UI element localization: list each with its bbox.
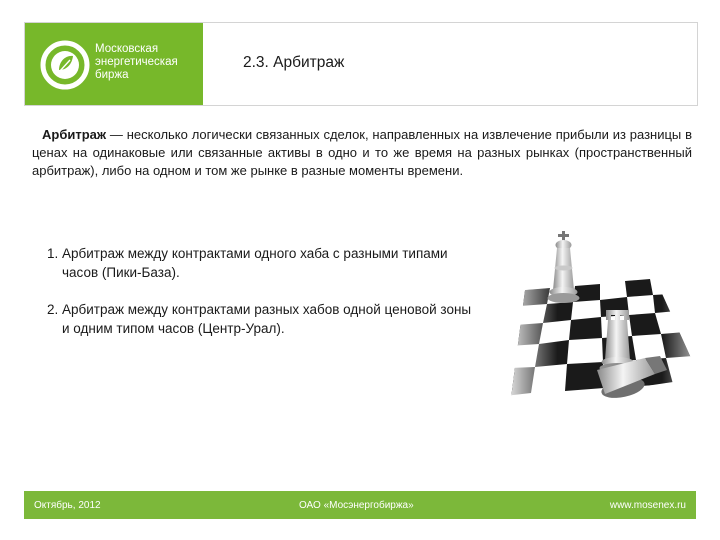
slide-footer (24, 491, 696, 519)
exchange-logo-icon (39, 39, 91, 91)
footer-website-link[interactable]: www.mosenex.ru (609, 500, 686, 511)
intro-paragraph (32, 126, 692, 181)
chess-illustration-icon (505, 228, 700, 413)
intro-definition: — несколько логически связанных сделок, направленных на извлечение прибыли из разницы в ценах на одинаковые или связанные активы в одно и то же время на разных рынках (пространственный арбитраж), либо на одном и том же рынке в разные моменты времени. (32, 127, 692, 179)
footer-organization: ОАО «Мосэнергобиржа» (299, 500, 414, 511)
list-item-number: 1. (47, 246, 59, 261)
logo-block (25, 23, 203, 105)
list-item (47, 244, 477, 282)
chess-board (505, 278, 700, 406)
logo-line-2: энергетическая (95, 56, 178, 68)
logo-line-3: биржа (95, 69, 129, 81)
list-item-text: Арбитраж между контрактами разных хабов одной ценовой зоны и одним типом часов (Центр-Урал). (62, 302, 472, 336)
list-item-text: Арбитраж между контрактами одного хаба с разными типами часов (Пики-База). (62, 246, 448, 280)
list-item (47, 300, 477, 338)
footer-date: Октябрь, 2012 (34, 500, 101, 511)
arbitrage-list (47, 244, 477, 356)
logo-text (95, 43, 203, 82)
logo-line-1: Московская (95, 43, 159, 55)
slide-header (24, 22, 698, 106)
list-item-number: 2. (47, 302, 59, 317)
intro-term: Арбитраж (42, 127, 107, 142)
slide-title: 2.3. Арбитраж (243, 54, 345, 71)
king-piece (548, 231, 580, 303)
